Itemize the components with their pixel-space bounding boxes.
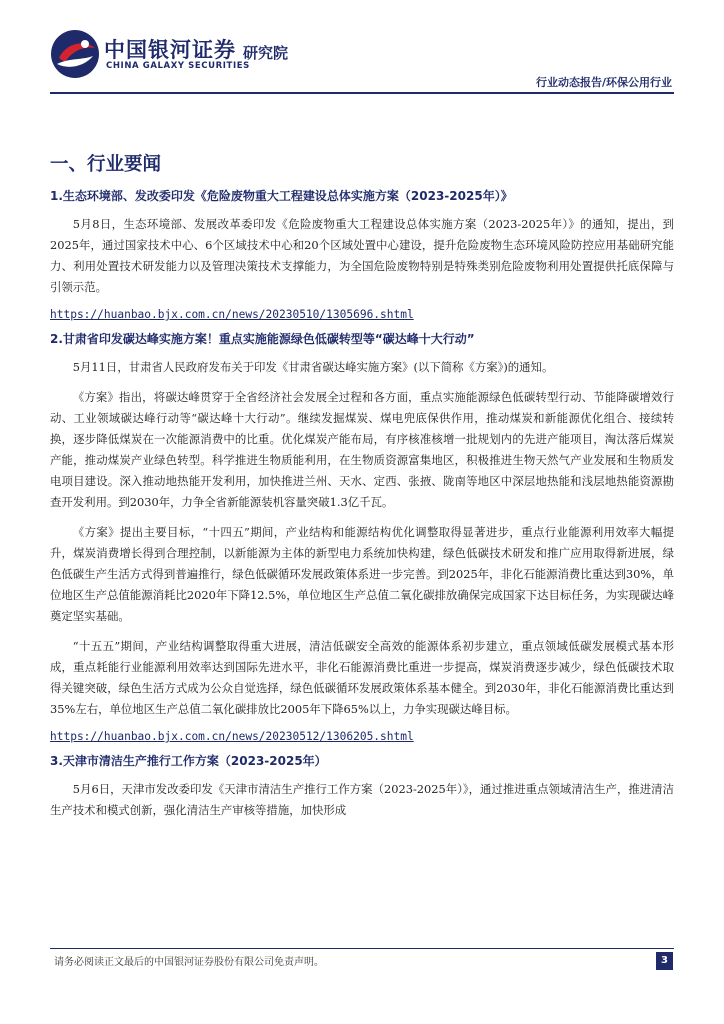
news-paragraph: 5月8日，生态环境部、发展改革委印发《危险废物重大工程建设总体实施方案（2023-2025年）》的通知，提出，到2025年，通过国家技术中心、6个区域技术中心和20个区域处置中心建设，提升危险废物生态环境风险防控应用基础研究能力、利用处置技术研发能力以及管理决策技术支撑能力，为全国危险废物特别是特殊类别危险废物利用处置提供托底保障与引领示范。 xyxy=(50,217,674,294)
header-divider xyxy=(50,92,674,94)
news-item-title: 3.天津市清洁生产推行工作方案（2023-2025年） xyxy=(50,754,327,768)
section-title: 一、行业要闻 xyxy=(50,154,162,175)
page-header xyxy=(0,0,724,95)
news-paragraph: 《方案》指出，将碳达峰贯穿于全省经济社会发展全过程和各方面，重点实施能源绿色低碳转型行动、节能降碳增效行动、工业领域碳达峰行动等“碳达峰十大行动”。继续发掘煤炭、煤电兜底保供作用，推动煤炭和新能源优化组合、接续转换，逐步降低煤炭在一次能源消费中的比重。优化煤炭产能布局，有序核准核增一批规划内的先进产能项目，淘汰落后煤炭产能，推动煤炭产业绿色转型。科学推进生物质能利用，在生物质资源富集地区，积极推进生物天然气产业发展和生物质发电项目建设。深入推动地热能开发利用，加快推进兰州、天水、定西、张掖、陇南等地区中深层地热能和浅层地热能资源勘查开发利用。到2030年，力争全省新能源装机容量突破1.3亿千瓦。 xyxy=(50,390,674,509)
source-link[interactable]: https://huanbao.bjx.com.cn/news/20230510/1305696.shtml xyxy=(50,308,414,321)
footer-divider xyxy=(50,948,674,949)
brand-name-cn: 中国银河证券 xyxy=(104,38,236,62)
brand-name-en: CHINA GALAXY SECURITIES xyxy=(106,61,250,71)
source-link[interactable]: https://huanbao.bjx.com.cn/news/20230512/1306205.shtml xyxy=(50,730,414,743)
galaxy-logo-icon xyxy=(49,28,101,80)
news-paragraph: 5月6日，天津市发改委印发《天津市清洁生产推行工作方案（2023-2025年）》，通过推进重点领域清洁生产，推进清洁生产技术和模式创新，强化清洁生产审核等措施，加快形成 xyxy=(50,782,674,817)
disclaimer-text: 请务必阅读正文最后的中国银河证券股份有限公司免责声明。 xyxy=(54,957,324,968)
news-item-title: 2.甘肃省印发碳达峰实施方案！重点实施能源绿色低碳转型等“碳达峰十大行动” xyxy=(50,332,475,346)
page-content xyxy=(50,150,674,830)
report-type-label: 行业动态报告/环保公用行业 xyxy=(535,76,672,89)
news-paragraph: 《方案》提出主要目标，“十四五”期间，产业结构和能源结构优化调整取得显著进步，重点行业能源利用效率大幅提升，煤炭消费增长得到合理控制，以新能源为主体的新型电力系统加快构建，绿色低碳技术研发和推广应用取得新进展，绿色低碳生产生活方式得到普遍推行，绿色低碳循环发展政策体系进一步完善。到2025年，非化石能源消费比重达到30%，单位地区生产总值能源消耗比2020年下降12.5%，单位地区生产总值二氧化碳排放确保完成国家下达目标任务，为实现碳达峰奠定坚实基础。 xyxy=(50,525,674,623)
research-dept-label: 研究院 xyxy=(243,44,289,62)
news-item-title: 1.生态环境部、发改委印发《危险废物重大工程建设总体实施方案（2023-2025年）》 xyxy=(50,189,513,203)
news-paragraph: “十五五”期间，产业结构调整取得重大进展，清洁低碳安全高效的能源体系初步建立，重点领域低碳发展模式基本形成，重点耗能行业能源利用效率达到国际先进水平，非化石能源消费比重进一步提高，煤炭消费逐步减少，绿色低碳技术取得关键突破，绿色生活方式成为公众自觉选择，绿色低碳循环发展政策体系基本健全。到2030年，非化石能源消费比重达到35%左右，单位地区生产总值二氧化碳排放比2005年下降65%以上，力争实现碳达峰目标。 xyxy=(50,639,674,716)
news-paragraph: 5月11日，甘肃省人民政府发布关于印发《甘肃省碳达峰实施方案》(以下简称《方案》)的通知。 xyxy=(72,360,554,374)
page-number: 3 xyxy=(656,952,673,970)
